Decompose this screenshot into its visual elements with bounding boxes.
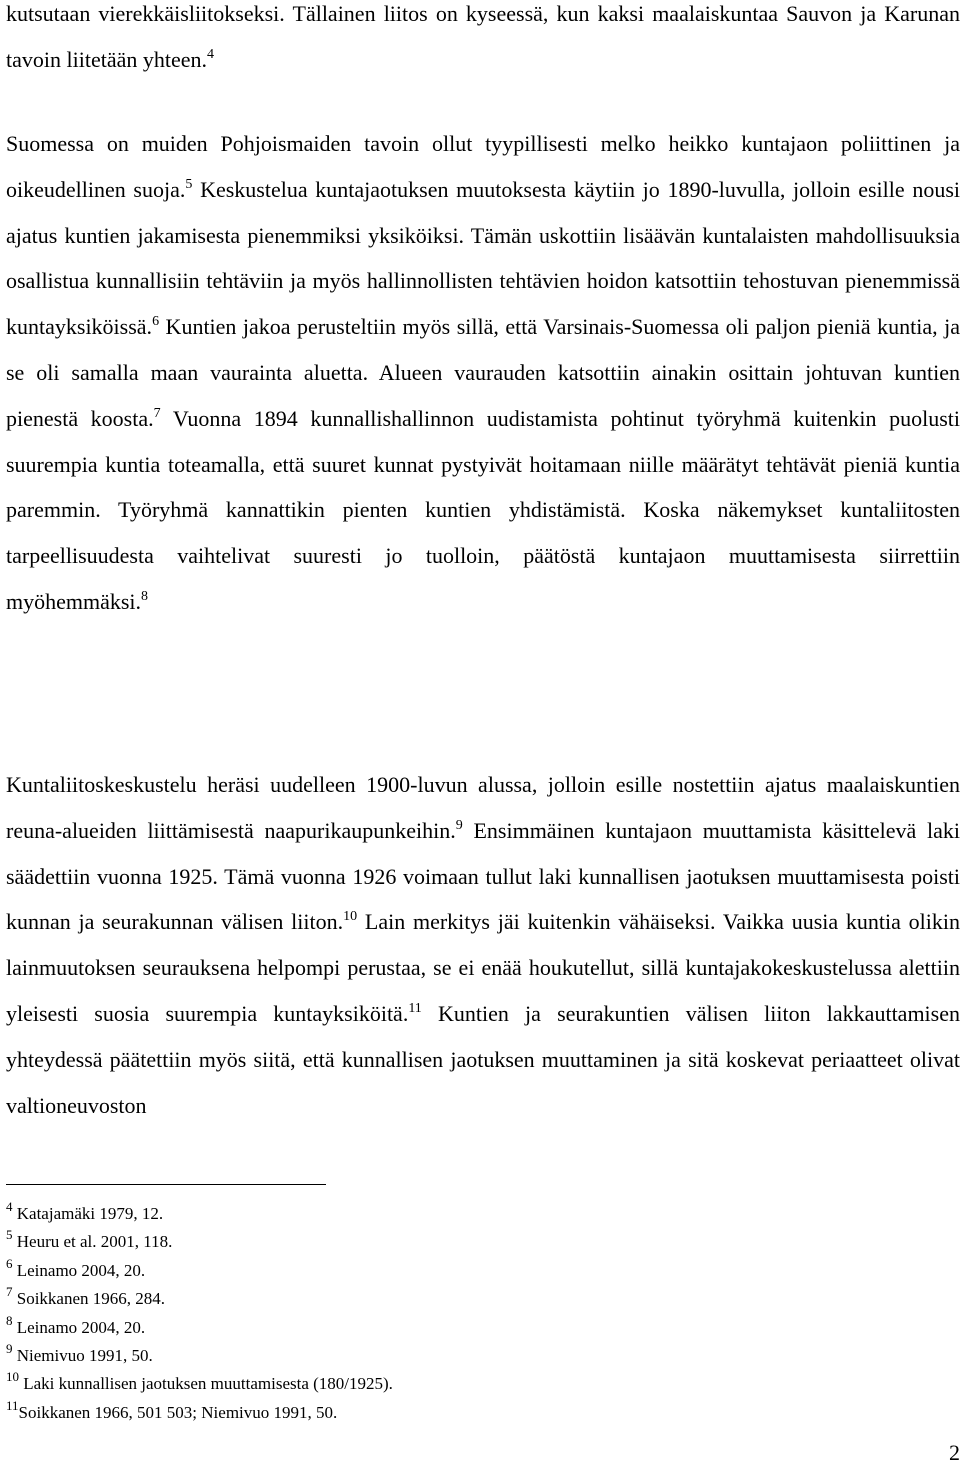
footnote-reference: 10 xyxy=(343,909,358,925)
footnote-number: 4 xyxy=(6,1199,13,1214)
footnote xyxy=(6,1257,906,1285)
footnote-reference: 6 xyxy=(152,314,160,330)
body-paragraph xyxy=(6,0,960,83)
paragraph-text: Ensimmäinen kuntajaon muuttamista käsittelevä laki säädettiin vuonna 1925. Tämä vuonna 1926 voimaan tullut laki kunnallisen jaotuksen muuttamisesta poisti kunnan ja seurakunnan välisen liiton. xyxy=(6,817,960,935)
document-page xyxy=(6,0,960,1474)
footnote xyxy=(6,1370,906,1398)
footnote xyxy=(6,1228,906,1256)
footnote xyxy=(6,1200,906,1228)
footnote-number: 10 xyxy=(6,1369,19,1385)
footnote xyxy=(6,1399,906,1427)
paragraph-text: kutsutaan vierekkäisliitokseksi. Tällainen liitos on kyseessä, kun kaksi maalaiskuntaa Sauvon ja Karunan tavoin liitetään yhteen. xyxy=(6,1,960,72)
footnote-reference: 9 xyxy=(455,817,463,833)
body-paragraph xyxy=(6,762,960,1128)
paragraph-text: Kuntien jakoa perusteltiin myös sillä, että Varsinais-Suomessa oli paljon pieniä kuntia, ja se oli samalla maan vaurainta aluetta. Alueen vaurauden katsottiin ainakin osittain johtuvan kuntien pienestä koosta. xyxy=(6,314,960,431)
footnotes-section xyxy=(6,1200,906,1427)
footnote-reference: 5 xyxy=(185,176,193,192)
footnote-text: Leinamo 2004, 20. xyxy=(12,1317,146,1337)
paragraph-text: Kuntien ja seurakuntien välisen liiton lakkauttamisen yhteydessä päätettiin myös siitä, että kunnallisen jaotuksen muuttaminen ja sitä koskevat periaatteet olivat valtioneuvoston xyxy=(6,1000,960,1118)
footnote-number: 9 xyxy=(6,1341,13,1357)
footnote-reference: 7 xyxy=(153,405,161,421)
footnote-number: 5 xyxy=(6,1227,13,1243)
footnote-number: 6 xyxy=(6,1255,13,1271)
footnote-number: 8 xyxy=(6,1312,13,1328)
footnote-reference: 8 xyxy=(141,588,149,604)
footnote-text: Niemivuo 1991, 50. xyxy=(12,1346,153,1366)
footnote-text: Soikkanen 1966, 501 503; Niemivuo 1991, 50. xyxy=(18,1402,338,1422)
footnote xyxy=(6,1285,906,1313)
footnote-number: 11 xyxy=(6,1397,19,1413)
footnote-reference: 11 xyxy=(408,1000,422,1016)
footnote-text: Heuru et al. 2001, 118. xyxy=(12,1232,173,1252)
paragraph-text: Suomessa on muiden Pohjoismaiden tavoin ollut tyypillisesti melko heikko kuntajaon poliittinen ja oikeudellinen suoja. xyxy=(6,131,960,202)
footnote xyxy=(6,1314,906,1342)
footnote-text: Soikkanen 1966, 284. xyxy=(12,1289,166,1309)
footnote-text: Katajamäki 1979, 12. xyxy=(12,1204,164,1223)
paragraph-text: Keskustelua kuntajaotuksen muutoksesta käytiin jo 1890-luvulla, jolloin esille nousi ajatus kuntien jakamisesta pienemmiksi yksiköiksi. Tämän uskottiin lisäävän kuntalaisten mahdollisuuksia osallistua kunnallisiin tehtäviin ja myös hallinnollisten tehtävien hoidon katsottiin tehostuvan pienemmissä kuntayksiköissä. xyxy=(6,176,960,340)
paragraph-text: Kuntaliitoskeskustelu heräsi uudelleen 1900-luvun alussa, jolloin esille nostettiin ajatus maalaiskuntien reuna-alueiden liittämisestä naapurikaupunkeihin. xyxy=(6,772,960,843)
page-number: 2 xyxy=(949,1440,960,1465)
paragraph-text: Lain merkitys jäi kuitenkin vähäiseksi. Vaikka uusia kuntia olikin lainmuutoksen seurauksena helpompi perustaa, se ei enää houkutellut, sillä kuntajakokeskustelussa alettiin yleisesti suosia suurempia kuntayksiköitä. xyxy=(6,909,960,1026)
footnote-number: 7 xyxy=(6,1284,13,1300)
footnote xyxy=(6,1342,906,1370)
footnote-separator xyxy=(6,1184,326,1185)
body-paragraph xyxy=(6,121,960,625)
paragraph-text: Vuonna 1894 kunnallishallinnon uudistamista pohtinut työryhmä kuitenkin puolusti suurempia kuntia toteamalla, että suuret kunnat pystyivät hoitamaan niille määrätyt tehtävät pieniä kuntia paremmin. Työryhmä kannattikin pienten kuntien yhdistämistä. Koska näkemykset kuntaliitosten tarpeellisuudesta vaihtelivat suuresti jo tuolloin, päätöstä kuntajaon muuttamisesta siirrettiin myöhemmäksi. xyxy=(6,405,960,614)
footnote-reference: 4 xyxy=(207,46,214,62)
footnote-text: Laki kunnallisen jaotuksen muuttamisesta (180/1925). xyxy=(19,1374,393,1394)
footnote-text: Leinamo 2004, 20. xyxy=(12,1260,146,1280)
